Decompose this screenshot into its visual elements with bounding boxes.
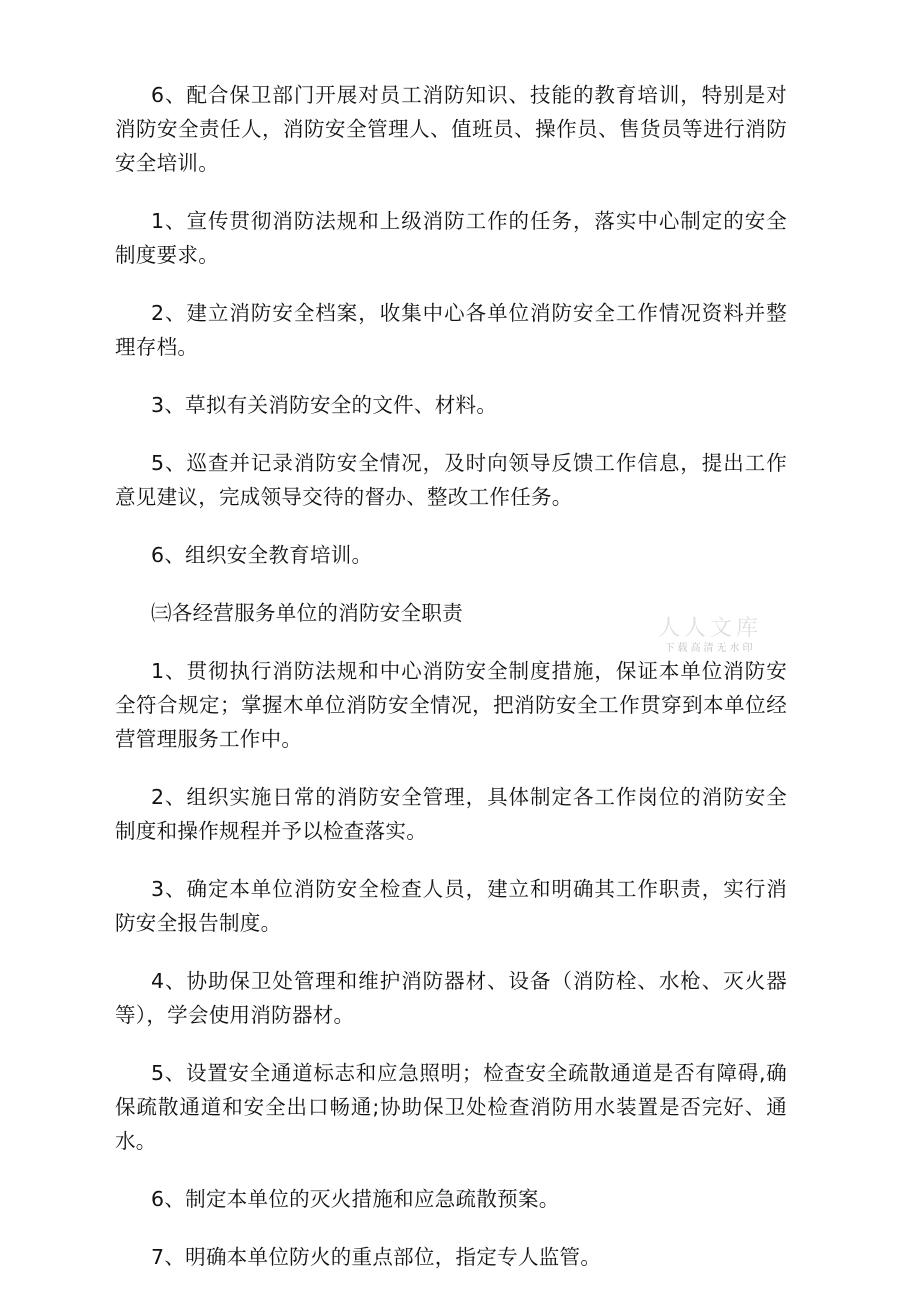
paragraph: 6、配合保卫部门开展对员工消防知识、技能的教育培训，特别是对消防安全责任人，消防安全管理人、值班员、操作员、售货员等进行消防安全培训。 — [115, 83, 787, 175]
paragraph: 2、组织实施日常的消防安全管理，具体制定各工作岗位的消防安全制度和操作规程并予以检查落实。 — [115, 785, 787, 843]
paragraph: 3、确定本单位消防安全检查人员，建立和明确其工作职责，实行消防安全报告制度。 — [115, 877, 787, 935]
paragraph: 6、组织安全教育培训。 — [151, 543, 373, 567]
paragraph: 7、明确本单位防火的重点部位，指定专人监管。 — [151, 1245, 602, 1269]
paragraph: 4、协助保卫处管理和维护消防器材、设备（消防栓、水枪、灭火器等），学会使用消防器材。 — [115, 969, 787, 1027]
paragraph: 3、草拟有关消防安全的文件、材料。 — [151, 393, 498, 417]
paragraph: 6、制定本单位的灭火措施和应急疏散预案。 — [151, 1187, 560, 1211]
section-heading: ㈢各经营服务单位的消防安全职责 — [151, 601, 463, 625]
paragraph: 5、设置安全通道标志和应急照明；检查安全疏散通道是否有障碍,确保疏散通道和安全出口畅通;协助保卫处检查消防用水装置是否完好、通水。 — [115, 1061, 787, 1153]
paragraph: 5、巡查并记录消防安全情况，及时向领导反馈工作信息，提出工作意见建议，完成领导交待的督办、整改工作任务。 — [115, 451, 787, 509]
paragraph: 2、建立消防安全档案，收集中心各单位消防安全工作情况资料并整理存档。 — [115, 301, 787, 359]
paragraph: 1、宣传贯彻消防法规和上级消防工作的任务，落实中心制定的安全制度要求。 — [115, 209, 787, 267]
paragraph: 1、贯彻执行消防法规和中心消防安全制度措施，保证本单位消防安全符合规定；掌握木单位消防安全情况，把消防安全工作贯穿到本单位经营管理服务工作中。 — [115, 659, 787, 751]
document-body — [115, 78, 787, 1298]
watermark-subtitle: 下载高清无水印 — [664, 643, 756, 654]
watermark-title: 人人文库 — [657, 616, 762, 641]
